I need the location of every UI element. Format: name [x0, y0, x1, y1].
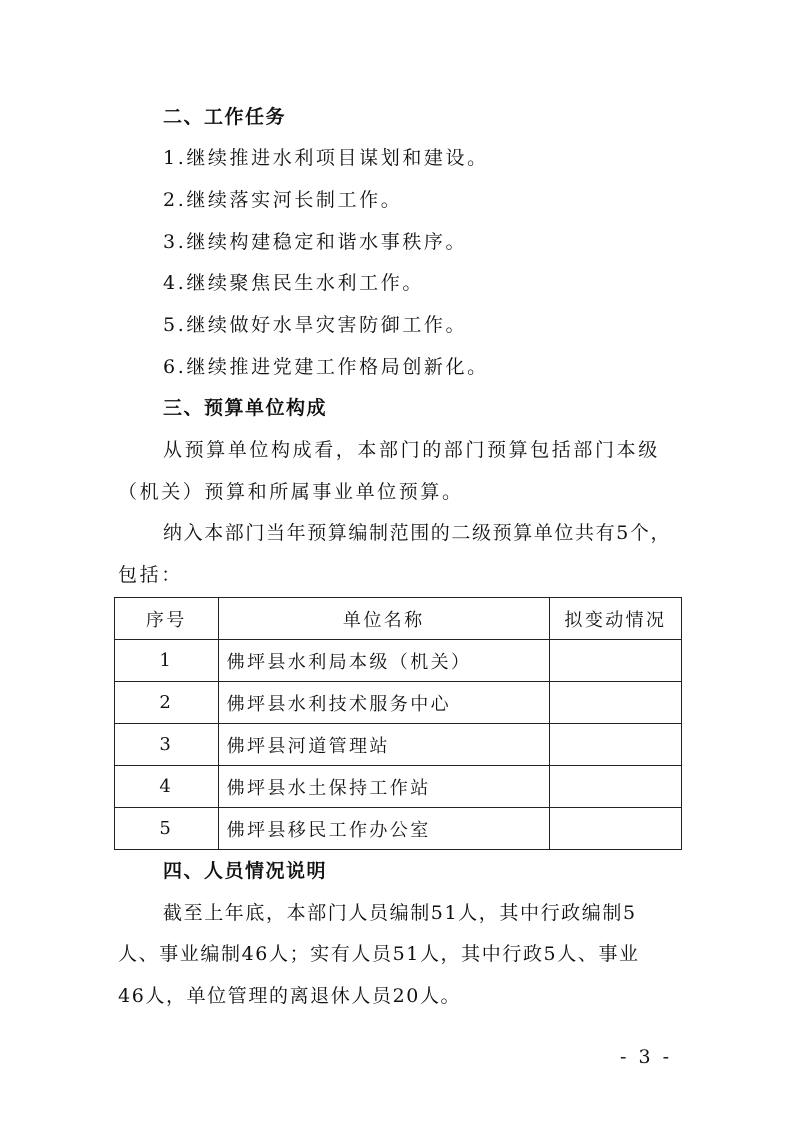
table-row: [115, 766, 682, 808]
section-heading-budget: 三、预算单位构成: [163, 397, 328, 419]
row-no: 5: [115, 808, 219, 850]
row-change: [549, 640, 681, 682]
staff-paragraph-line-3: 46人，单位管理的离退休人员20人。: [118, 985, 462, 1007]
task-item-5: 5.继续做好水旱灾害防御工作。: [163, 314, 468, 336]
table-row: [115, 808, 682, 850]
row-no: 4: [115, 766, 219, 808]
row-no: 3: [115, 724, 219, 766]
task-item-4: 4.继续聚焦民生水利工作。: [163, 272, 424, 294]
table-row: [115, 640, 682, 682]
header-no: 序号: [115, 598, 219, 640]
budget-paragraph-2-line-2: 包括：: [118, 564, 183, 586]
task-item-1: 1.继续推进水利项目谋划和建设。: [163, 147, 489, 169]
table-header-row: [115, 598, 682, 640]
budget-paragraph-2-line-1: 纳入本部门当年预算编制范围的二级预算单位共有5个，: [163, 522, 672, 544]
task-item-3: 3.继续构建稳定和谐水事秩序。: [163, 231, 468, 253]
row-unit-name: 佛坪县河道管理站: [218, 724, 549, 766]
row-change: [549, 808, 681, 850]
section-heading-tasks: 二、工作任务: [163, 106, 287, 128]
budget-units-table: [114, 597, 682, 850]
staff-paragraph-line-1: 截至上年底，本部门人员编制51人，其中行政编制5: [163, 902, 637, 924]
row-unit-name: 佛坪县水利局本级（机关）: [218, 640, 549, 682]
row-no: 2: [115, 682, 219, 724]
header-unit-name: 单位名称: [218, 598, 549, 640]
row-change: [549, 682, 681, 724]
staff-paragraph-line-2: 人、事业编制46人；实有人员51人，其中行政5人、事业: [118, 943, 640, 965]
row-unit-name: 佛坪县水利技术服务中心: [218, 682, 549, 724]
row-change: [549, 766, 681, 808]
row-change: [549, 724, 681, 766]
page-number: - 3 -: [620, 1046, 673, 1068]
table-row: [115, 724, 682, 766]
task-item-6: 6.继续推进党建工作格局创新化。: [163, 356, 489, 378]
task-item-2: 2.继续落实河长制工作。: [163, 189, 403, 211]
header-change: 拟变动情况: [549, 598, 681, 640]
table-row: [115, 682, 682, 724]
row-unit-name: 佛坪县移民工作办公室: [218, 808, 549, 850]
budget-paragraph-1-line-1: 从预算单位构成看，本部门的部门预算包括部门本级: [163, 439, 660, 461]
row-unit-name: 佛坪县水土保持工作站: [218, 766, 549, 808]
section-heading-staff: 四、人员情况说明: [163, 860, 328, 882]
row-no: 1: [115, 640, 219, 682]
budget-paragraph-1-line-2: （机关）预算和所属事业单位预算。: [118, 481, 464, 503]
